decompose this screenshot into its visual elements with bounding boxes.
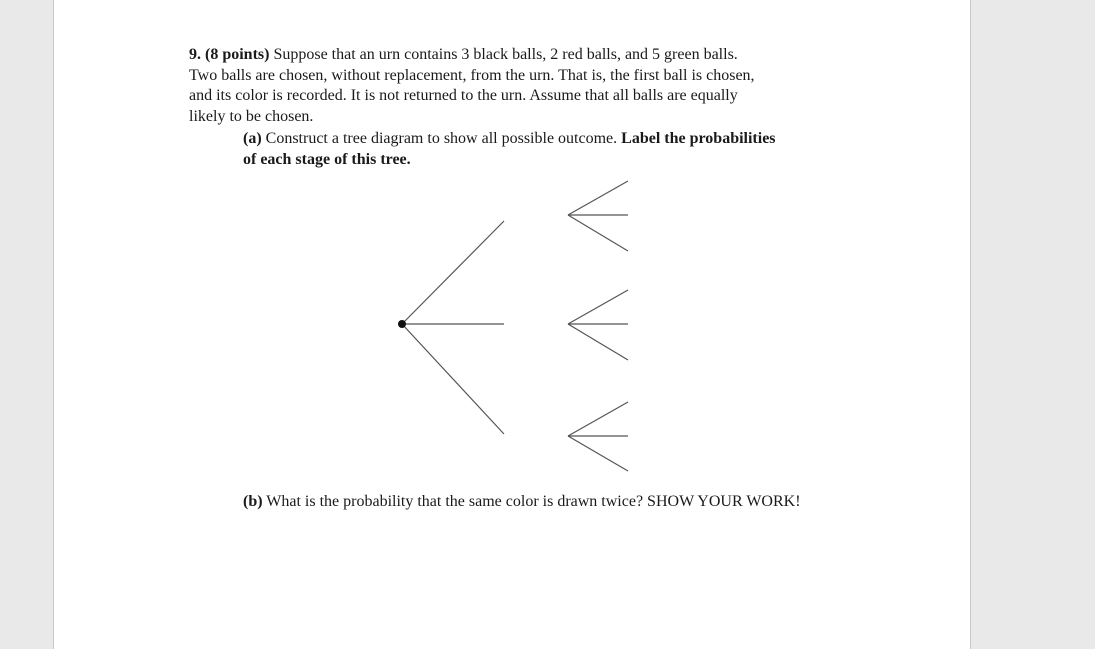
part-a-label: (a) [243, 130, 262, 147]
problem-points: (8 points) [205, 46, 270, 63]
bottom-branch-up [568, 402, 628, 436]
branch-1-lower [402, 324, 504, 434]
part-a-text: Construct a tree diagram to show all possible outcome. [265, 130, 618, 147]
problem-line-1 [189, 45, 879, 66]
first-stage-branches [402, 221, 504, 434]
problem-text-1: Suppose that an urn contains 3 black balls, 2 red balls, and 5 green balls. [273, 46, 738, 63]
top-branch-up [568, 181, 628, 215]
root-node [398, 320, 406, 328]
problem-number: 9. [189, 46, 201, 63]
second-stage-middle [568, 290, 628, 360]
part-b [243, 492, 883, 513]
tree-diagram-svg [392, 175, 642, 475]
top-branch-down [568, 215, 628, 251]
document-page [53, 0, 971, 649]
problem-line-2: Two balls are chosen, without replacement, from the urn. That is, the first ball is chosen, [189, 66, 755, 84]
middle-branch-down [568, 324, 628, 360]
part-b-text: What is the probability that the same color is drawn twice? SHOW YOUR WORK! [266, 493, 801, 510]
part-a-bold-text-2: of each stage of this tree. [243, 150, 411, 168]
second-stage-top [568, 181, 628, 251]
tree-diagram [392, 175, 642, 480]
bottom-branch-down [568, 436, 628, 471]
part-b-label: (b) [243, 493, 263, 510]
problem-line-3: and its color is recorded. It is not returned to the urn. Assume that all balls are equally [189, 87, 738, 104]
problem-line-4: likely to be chosen. [189, 107, 314, 125]
problem-statement [189, 45, 879, 127]
branch-1-upper [402, 221, 504, 324]
middle-branch-up [568, 290, 628, 324]
part-a [243, 129, 883, 170]
second-stage-bottom [568, 402, 628, 471]
part-a-bold-text-1: Label the probabilities [621, 130, 776, 147]
